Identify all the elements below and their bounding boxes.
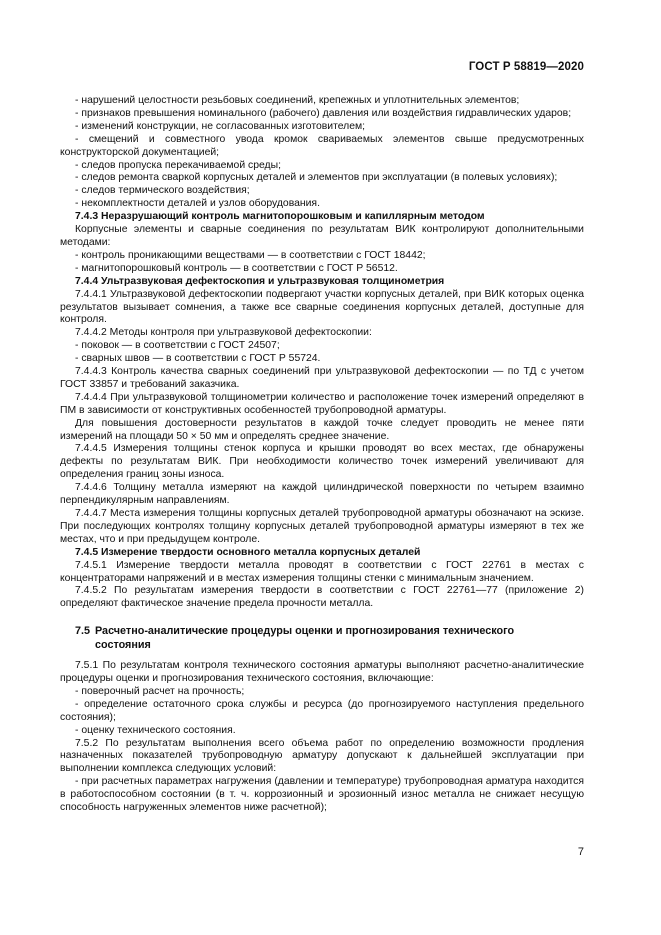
paragraph: Для повышения достоверности результатов в каждой точке следует проводить не менее пяти измерений на площади 50 × 50 мм и определять среднее значение. <box>60 417 584 442</box>
page-number: 7 <box>577 846 584 858</box>
document-code-header: ГОСТ Р 58819—2020 <box>468 61 584 73</box>
paragraph: - определение остаточного срока службы и ресурса (до прогнозируемого наступления предельного состояния); <box>60 698 584 723</box>
section-heading <box>60 625 584 652</box>
paragraph: 7.5.2 По результатам выполнения всего объема работ по определению возможности продления назначенных показателей трубопроводную арматуру допускают к дальнейшей эксплуатации при выполнении комплекса следующих условий: <box>60 737 584 775</box>
paragraph: - следов термического воздействия; <box>75 185 250 197</box>
subsection-heading: 7.4.4 Ультразвуковая дефектоскопия и ультразвуковая толщинометрия <box>75 275 445 287</box>
paragraph: 7.5.1 По результатам контроля технического состояния арматуры выполняют расчетно-аналитические процедуры оценки и прогнозирования технического состояния, включающие: <box>60 660 584 684</box>
paragraph: - поковок — в соответствии с ГОСТ 24507; <box>75 340 280 352</box>
paragraph: 7.4.4.4 При ультразвуковой толщинометрии количество и расположение точек измерений определяют в ПМ в зависимости от конструктивных особенностей трубопроводной арматуры. <box>60 391 584 416</box>
paragraph: Корпусные элементы и сварные соединения по результатам ВИК контролируют дополнительными методами: <box>60 224 584 248</box>
paragraph: 7.4.5.2 По результатам измерения твердости в соответствии с ГОСТ 22761—77 (приложение 2) определяют фактическое значение предела прочности металла. <box>60 585 584 610</box>
paragraph: - смещений и совместного увода кромок свариваемых элементов свыше предусмотренных конструкторской документацией; <box>60 133 584 158</box>
section-title: Расчетно-аналитические процедуры оценки и прогнозирования технического <box>95 625 515 638</box>
paragraph: - изменений конструкции, не согласованных изготовителем; <box>75 120 366 132</box>
paragraph: - сварных швов — в соответствии с ГОСТ Р 55724. <box>75 353 321 365</box>
paragraph: - некомплектности деталей и узлов оборудования. <box>75 198 320 210</box>
paragraph: 7.4.4.2 Методы контроля при ультразвуковой дефектоскопии: <box>75 327 372 339</box>
paragraph: 7.4.4.7 Места измерения толщины корпусных деталей трубопроводной арматуры обозначают на эскизе. При последующих контролях толщину корпусных деталей трубопроводной арматуры измеряют в тех же местах, что и при предыдущем контроле. <box>60 508 584 545</box>
section-number: 7.5 <box>75 625 91 638</box>
paragraph: 7.4.4.1 Ультразвуковой дефектоскопии подвергают участки корпусных деталей, при ВИК которых оценка результатов вызывает сомнения, а также все сварные соединения корпусных деталей, доступные для контроля. <box>60 288 584 326</box>
paragraph: 7.4.5.1 Измерение твердости металла проводят в соответствии с ГОСТ 22761 в местах с концентраторами напряжений и в местах измерения толщины стенки с минимальным значением. <box>60 559 584 584</box>
subsection-heading: 7.4.5 Измерение твердости основного металла корпусных деталей <box>75 546 421 558</box>
paragraph: - оценку технического состояния. <box>75 724 236 736</box>
paragraph: - следов ремонта сваркой корпусных деталей и элементов при эксплуатации (в полевых условиях); <box>75 172 558 184</box>
paragraph: 7.4.4.3 Контроль качества сварных соединений при ультразвуковой дефектоскопии — по ТД с учетом ГОСТ 33857 и требований заказчика. <box>60 366 584 390</box>
paragraph: - признаков превышения номинального (рабочего) давления или воздействия гидравлических ударов; <box>75 107 572 119</box>
paragraph: - поверочный расчет на прочность; <box>75 685 245 697</box>
paragraph: 7.4.4.5 Измерения толщины стенок корпуса и крышки проводят во всех местах, где обнаружены дефекты по результатам ВИК. При необходимости количество точек измерений увеличивают для определения границ зоны износа. <box>60 443 584 481</box>
paragraph: - контроль проникающими веществами — в соответствии с ГОСТ 18442; <box>75 249 426 261</box>
subsection-heading: 7.4.3 Неразрушающий контроль магнитопорошковым и капиллярным методом <box>75 211 485 223</box>
section-title-continuation: состояния <box>95 638 151 651</box>
paragraph: - при расчетных параметрах нагружения (давлении и температуре) трубопроводная арматура находится в работоспособном состоянии (в т. ч. коррозионный и эрозионный износ металла не снижает несущую способность нагруженных элементов ниже расчетной); <box>60 776 584 814</box>
paragraph: 7.4.4.6 Толщину металла измеряют на каждой цилиндрической поверхности по четырем взаимно перпендикулярным направлениям. <box>60 482 584 507</box>
paragraph: - нарушений целостности резьбовых соединений, крепежных и уплотнительных элементов; <box>75 95 520 106</box>
paragraph: - магнитопорошковый контроль — в соответствии с ГОСТ Р 56512. <box>75 262 398 274</box>
paragraph: - следов пропуска перекачиваемой среды; <box>75 159 281 171</box>
document-body <box>60 95 584 815</box>
